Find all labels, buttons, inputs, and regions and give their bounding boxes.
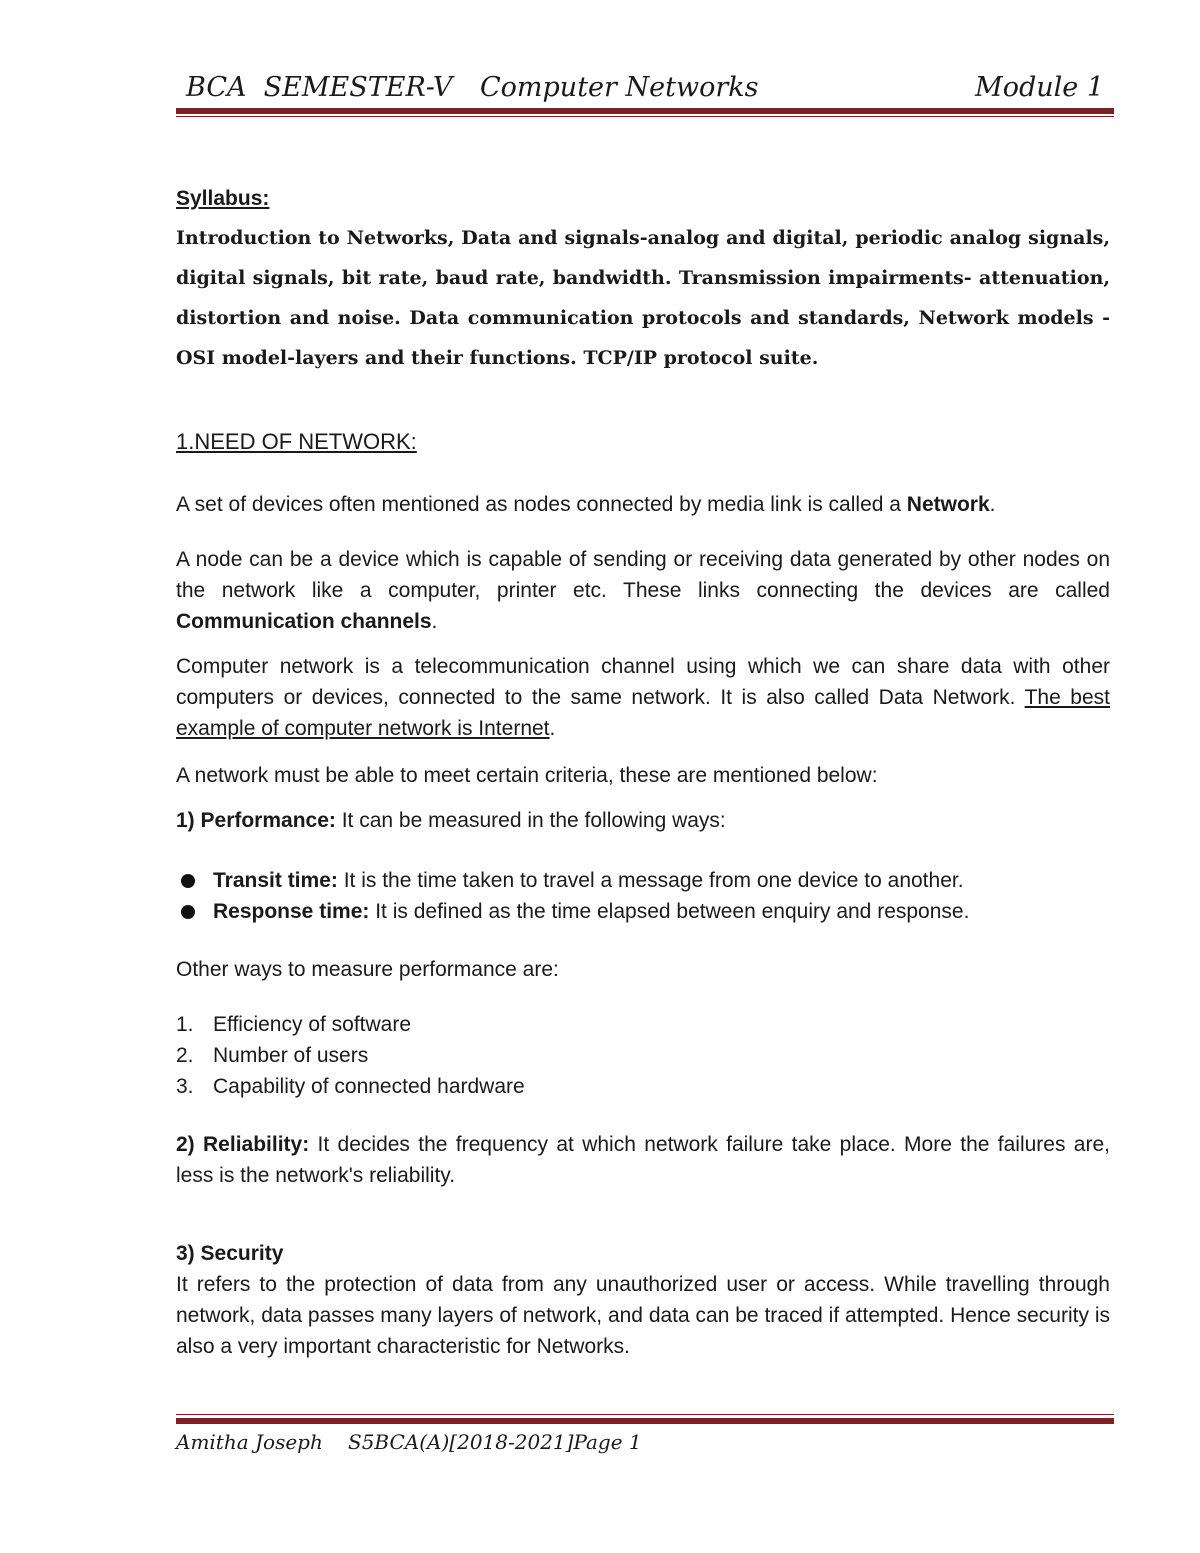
footer-rule bbox=[176, 1418, 1114, 1424]
header-rule bbox=[176, 108, 1114, 114]
header-rule-thin bbox=[176, 116, 1114, 117]
footer-rule-thin bbox=[176, 1414, 1114, 1415]
syllabus-heading: Syllabus: bbox=[176, 187, 270, 210]
bullet-icon bbox=[181, 874, 195, 888]
bullet-icon bbox=[181, 905, 195, 919]
list-item: Response time: It is defined as the time elapsed between enquiry and response. bbox=[176, 896, 1110, 927]
term-network: Network bbox=[906, 493, 990, 516]
paragraph-node-definition: A node can be a device which is capable of sending or receiving data generated by other nodes on the network like a computer, printer etc. These links connecting the devices are called Communication channels. bbox=[176, 548, 1110, 633]
paragraph-criteria: A network must be able to meet certain criteria, these are mentioned below: bbox=[176, 764, 878, 787]
footer-author: Amitha Joseph bbox=[176, 1430, 323, 1454]
list-item: 1. Efficiency of software bbox=[176, 1013, 412, 1036]
criterion-reliability: 2) Reliability: It decides the frequency at which network failure take place. More the failures are, less is the network's reliability. bbox=[176, 1133, 1110, 1187]
criterion-performance: 1) Performance: It can be measured in the following ways: bbox=[176, 809, 726, 832]
term-communication-channels: Communication channels bbox=[176, 610, 432, 633]
list-item: Transit time: It is the time taken to travel a message from one device to another. bbox=[176, 865, 1110, 896]
header-course: BCA SEMESTER-V bbox=[186, 72, 453, 103]
paragraph-other-ways: Other ways to measure performance are: bbox=[176, 958, 559, 981]
header-subject: Computer Networks bbox=[480, 72, 759, 103]
paragraph-computer-network: Computer network is a telecommunication channel using which we can share data with other computers or devices, connected to the same network. It is also called Data Network. The best example of computer network is Internet. bbox=[176, 655, 1110, 740]
list-item: 2. Number of users bbox=[176, 1044, 369, 1067]
criterion-security-heading: 3) Security bbox=[176, 1242, 284, 1265]
section-heading-need-of-network: 1.NEED OF NETWORK: bbox=[176, 429, 417, 454]
footer-page-info: S5BCA(A)[2018-2021]Page 1 bbox=[348, 1430, 642, 1454]
example-internet: The best example of computer network is Internet bbox=[176, 686, 1110, 740]
paragraph-network-definition: A set of devices often mentioned as nodes connected by media link is called a Network. bbox=[176, 493, 996, 516]
criterion-security-text: It refers to the protection of data from any unauthorized user or access. While travelling through network, data passes many layers of network, and data can be traced if attempted. Hence security is also a very important characteristic for Networks. bbox=[176, 1273, 1110, 1358]
syllabus-text: Introduction to Networks, Data and signals-analog and digital, periodic analog signals, digital signals, bit rate, baud rate, bandwidth. Transmission impairments- attenuation, distortion and noise. Data communication protocols and standards, Network models - OSI model-layers and their functions. TCP/IP protocol suite. bbox=[176, 227, 1110, 369]
list-item: 3. Capability of connected hardware bbox=[176, 1075, 525, 1098]
header-module: Module 1 bbox=[975, 72, 1104, 103]
